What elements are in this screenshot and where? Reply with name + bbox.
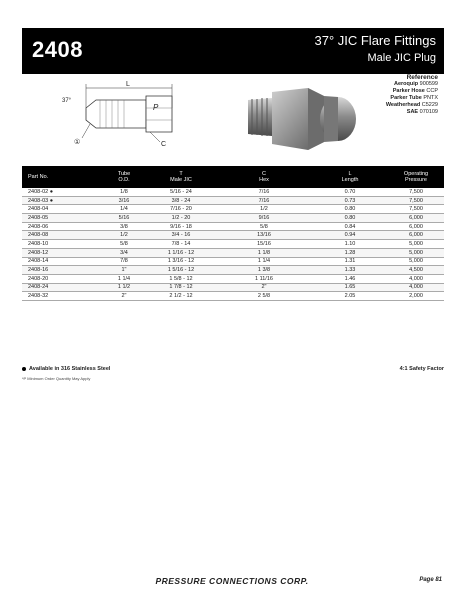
- cell-part-no: 2408-16: [28, 267, 49, 274]
- table-row: [22, 249, 444, 258]
- cell-part-no: 2408-03 ●: [28, 197, 54, 204]
- cell-pressure: 4,000: [409, 284, 423, 291]
- page-header: [22, 28, 444, 74]
- cell-male-jic: 1/2 - 20: [171, 214, 191, 221]
- fitting-photo: [244, 78, 364, 158]
- hex-outline: [146, 96, 172, 132]
- header-part-no: Part No.: [28, 173, 49, 180]
- table-row: [22, 205, 444, 214]
- cell-part-no: 2408-32: [28, 293, 49, 300]
- part-number: 2408: [32, 37, 83, 62]
- safety-factor: 4:1 Safety Factor: [399, 366, 444, 372]
- cell-pressure: 4,000: [409, 275, 423, 282]
- cell-pressure: 5,000: [409, 258, 423, 265]
- cell-tube-od: 1 1/4: [117, 275, 131, 282]
- table-row: [22, 214, 444, 223]
- table-row: [22, 292, 444, 301]
- header-title: 37° JIC Flare Fittings: [314, 33, 436, 48]
- cell-tube-od: 7/8: [120, 258, 128, 265]
- header-hex: C Hex: [259, 170, 269, 183]
- header-pressure: Operating Pressure: [403, 170, 429, 183]
- cell-hex: 7/16: [258, 188, 270, 195]
- table-row: [22, 197, 444, 206]
- cell-length: 0.73: [344, 197, 356, 204]
- cell-pressure: 7,500: [409, 206, 423, 213]
- cell-length: 0.84: [344, 223, 356, 230]
- reference-title: Reference: [406, 74, 438, 81]
- cell-hex: 13/16: [257, 232, 271, 239]
- cell-male-jic: 1 7/8 - 12: [169, 284, 193, 291]
- cell-pressure: 5,000: [409, 240, 423, 247]
- cell-hex: 1 1/8: [257, 249, 271, 256]
- cell-part-no: 2408-10: [28, 240, 49, 247]
- header-length: L Length: [341, 170, 359, 183]
- cell-hex: 1/2: [260, 206, 268, 213]
- cell-male-jic: 7/8 - 14: [171, 240, 191, 247]
- fitting-diagram: [60, 78, 180, 150]
- angle-label: 37°: [62, 98, 72, 104]
- callout-label: ①: [74, 138, 81, 146]
- cell-male-jic: 7/16 - 20: [170, 206, 192, 213]
- table-row: [22, 258, 444, 267]
- cell-pressure: 5,000: [409, 249, 423, 256]
- cell-tube-od: 2": [121, 293, 127, 300]
- cell-length: 0.70: [344, 188, 356, 195]
- cell-length: 0.94: [344, 232, 356, 239]
- cell-length: 0.80: [344, 206, 356, 213]
- cell-part-no: 2408-08: [28, 232, 49, 239]
- cell-part-no: 2408-14: [28, 258, 49, 265]
- reference-list: [386, 74, 438, 116]
- cell-part-no: 2408-02 ●: [28, 188, 54, 195]
- header-tube-od: Tube O.D.: [117, 170, 131, 183]
- cell-tube-od: 3/4: [120, 249, 128, 256]
- cell-length: 1.31: [344, 258, 356, 265]
- cell-part-no: 2408-20: [28, 275, 49, 282]
- company-name: PRESSURE CONNECTIONS CORP.: [155, 576, 309, 586]
- reference-item: SAE 070109: [406, 109, 438, 115]
- thread-label: P: [153, 103, 159, 112]
- reference-item: Weatherhead C5229: [385, 102, 438, 108]
- table-body: [22, 188, 444, 301]
- cell-pressure: 7,500: [409, 188, 423, 195]
- cell-hex: 1 1/4: [257, 258, 271, 265]
- table-row: [22, 188, 444, 197]
- cell-male-jic: 1 3/16 - 12: [167, 258, 195, 265]
- cell-pressure: 4,500: [409, 267, 423, 274]
- cell-male-jic: 1 1/16 - 12: [167, 249, 195, 256]
- cell-male-jic: 2 1/2 - 12: [169, 293, 193, 300]
- cell-length: 1.65: [344, 284, 356, 291]
- table-row: [22, 240, 444, 249]
- length-label: L: [126, 81, 130, 88]
- cell-hex: 5/8: [260, 223, 268, 230]
- minimum-order-note: *P Minimum Order Quantity May Apply: [22, 376, 91, 381]
- cell-male-jic: 1 5/16 - 12: [167, 267, 195, 274]
- cell-tube-od: 3/16: [118, 197, 130, 204]
- cell-length: 1.28: [344, 249, 356, 256]
- cell-hex: 9/16: [258, 214, 270, 221]
- cell-tube-od: 5/8: [120, 240, 128, 247]
- hex-label: C: [161, 141, 167, 148]
- cell-tube-od: 1/4: [120, 206, 128, 213]
- cell-hex: 2": [261, 284, 267, 291]
- cell-hex: 1 11/16: [255, 275, 273, 282]
- cell-tube-od: 1/2: [120, 232, 128, 239]
- header-subtitle: Male JIC Plug: [367, 52, 436, 64]
- table-row: [22, 223, 444, 232]
- cell-part-no: 2408-24: [28, 284, 49, 291]
- cell-tube-od: 5/16: [118, 214, 130, 221]
- fitting-body-outline: [86, 100, 146, 128]
- cell-length: 0.80: [344, 214, 356, 221]
- cell-pressure: 6,000: [409, 232, 423, 239]
- cell-part-no: 2408-04: [28, 206, 49, 213]
- cell-male-jic: 1 5/8 - 12: [169, 275, 193, 282]
- page-number: Page 81: [419, 577, 442, 583]
- cell-length: 1.46: [344, 275, 356, 282]
- cell-tube-od: 1/8: [120, 188, 128, 195]
- cell-tube-od: 1": [121, 267, 127, 274]
- table-row: [22, 284, 444, 293]
- cell-part-no: 2408-06: [28, 223, 49, 230]
- cell-pressure: 6,000: [409, 223, 423, 230]
- cell-male-jic: 3/4 - 16: [171, 232, 191, 239]
- bullet-icon: [22, 367, 26, 371]
- cell-male-jic: 5/16 - 24: [170, 188, 192, 195]
- cell-length: 1.10: [344, 240, 356, 247]
- reference-item: Aeroquip 900599: [393, 81, 438, 87]
- cell-male-jic: 9/16 - 18: [170, 223, 192, 230]
- header-male-jic: T Male JIC: [170, 170, 192, 183]
- table-row: [22, 275, 444, 284]
- cell-part-no: 2408-12: [28, 249, 49, 256]
- cell-hex: 7/16: [258, 197, 270, 204]
- cell-length: 1.33: [344, 267, 356, 274]
- cell-hex: 2 5/8: [257, 293, 271, 300]
- cell-part-no: 2408-05: [28, 214, 49, 221]
- reference-item: Parker Hose CCP: [392, 88, 438, 94]
- table-header: [22, 166, 444, 188]
- table-row: [22, 231, 444, 240]
- cell-hex: 15/16: [257, 240, 271, 247]
- cell-pressure: 7,500: [409, 197, 423, 204]
- cell-pressure: 2,000: [409, 293, 423, 300]
- stainless-note: Available in 316 Stainless Steel: [22, 366, 110, 372]
- cell-tube-od: 3/8: [120, 223, 128, 230]
- cell-male-jic: 3/8 - 24: [171, 197, 191, 204]
- cell-length: 2.05: [344, 293, 356, 300]
- cell-tube-od: 1 1/2: [117, 284, 131, 291]
- reference-item: Parker Tube PNTX: [390, 95, 438, 101]
- cell-pressure: 6,000: [409, 214, 423, 221]
- cell-hex: 1 3/8: [257, 267, 271, 274]
- specification-table: [22, 166, 444, 301]
- table-row: [22, 266, 444, 275]
